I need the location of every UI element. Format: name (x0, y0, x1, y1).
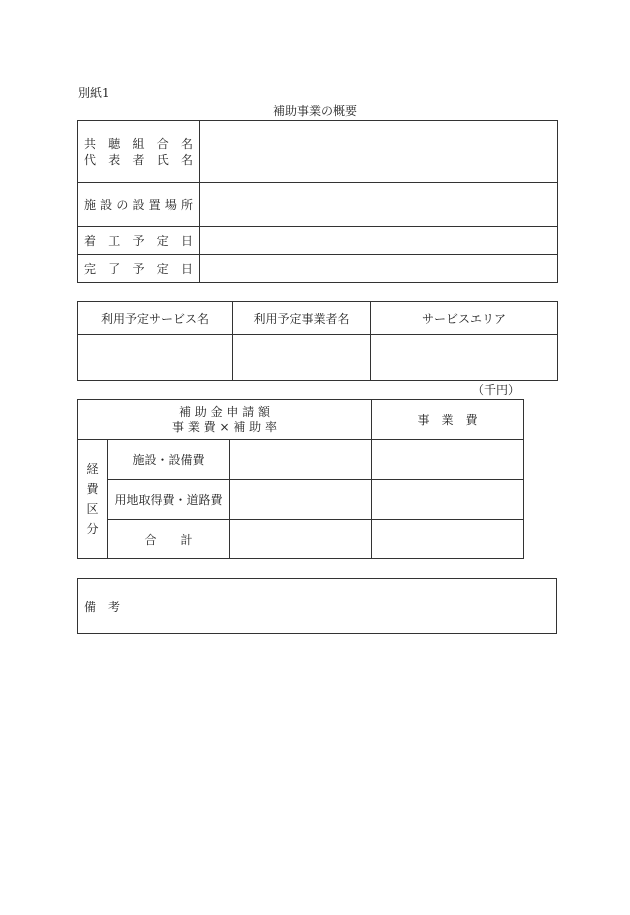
category-char: 費 (86, 482, 99, 496)
attachment-label: 別紙1 (78, 86, 110, 100)
provider-name-field[interactable] (233, 335, 371, 381)
total-cost-field[interactable] (372, 520, 524, 559)
unit-label: （千円） (472, 383, 521, 397)
remarks-table (77, 578, 557, 634)
service-area-header: サービスエリア (371, 302, 558, 335)
service-table (77, 301, 558, 381)
land-road-label: 用地取得費・道路費 (108, 480, 230, 520)
total-subsidy-field[interactable] (230, 520, 372, 559)
start-date-label: 着 工 予 定 日 (84, 234, 193, 248)
service-area-field[interactable] (371, 335, 558, 381)
applicant-label-line1: 共 聴 組 合 名 (84, 136, 193, 151)
project-cost-header: 事 業 費 (372, 400, 524, 440)
category-char: 経 (86, 462, 99, 476)
category-char: 区 (86, 502, 99, 516)
cost-table (77, 399, 524, 559)
provider-name-header: 利用予定事業者名 (233, 302, 371, 335)
facility-equipment-subsidy-field[interactable] (230, 440, 372, 480)
start-date-field[interactable] (200, 227, 558, 255)
completion-date-field[interactable] (200, 255, 558, 283)
facility-location-label: 施 設 の 設 置 場 所 (84, 198, 193, 212)
facility-location-field[interactable] (200, 183, 558, 227)
subsidy-header-line1: 補 助 金 申 請 額 (178, 404, 271, 419)
info-table (77, 120, 558, 283)
applicant-field[interactable] (200, 121, 558, 183)
category-char: 分 (86, 522, 99, 536)
facility-equipment-cost-field[interactable] (372, 440, 524, 480)
completion-date-label: 完 了 予 定 日 (84, 262, 193, 276)
service-name-field[interactable] (78, 335, 233, 381)
applicant-label (78, 121, 200, 183)
remarks-label: 備 考 (84, 599, 121, 614)
page-title: 補助事業の概要 (272, 104, 357, 118)
applicant-label-line2: 代 表 者 氏 名 (84, 152, 193, 167)
total-label: 合 計 (108, 520, 230, 559)
land-road-cost-field[interactable] (372, 480, 524, 520)
category-label (78, 440, 108, 559)
subsidy-header-line2: 事 業 費 × 補 助 率 (172, 419, 277, 434)
service-name-header: 利用予定サービス名 (78, 302, 233, 335)
facility-equipment-label: 施設・設備費 (108, 440, 230, 480)
subsidy-header (78, 400, 372, 440)
land-road-subsidy-field[interactable] (230, 480, 372, 520)
remarks-field[interactable] (78, 579, 557, 634)
